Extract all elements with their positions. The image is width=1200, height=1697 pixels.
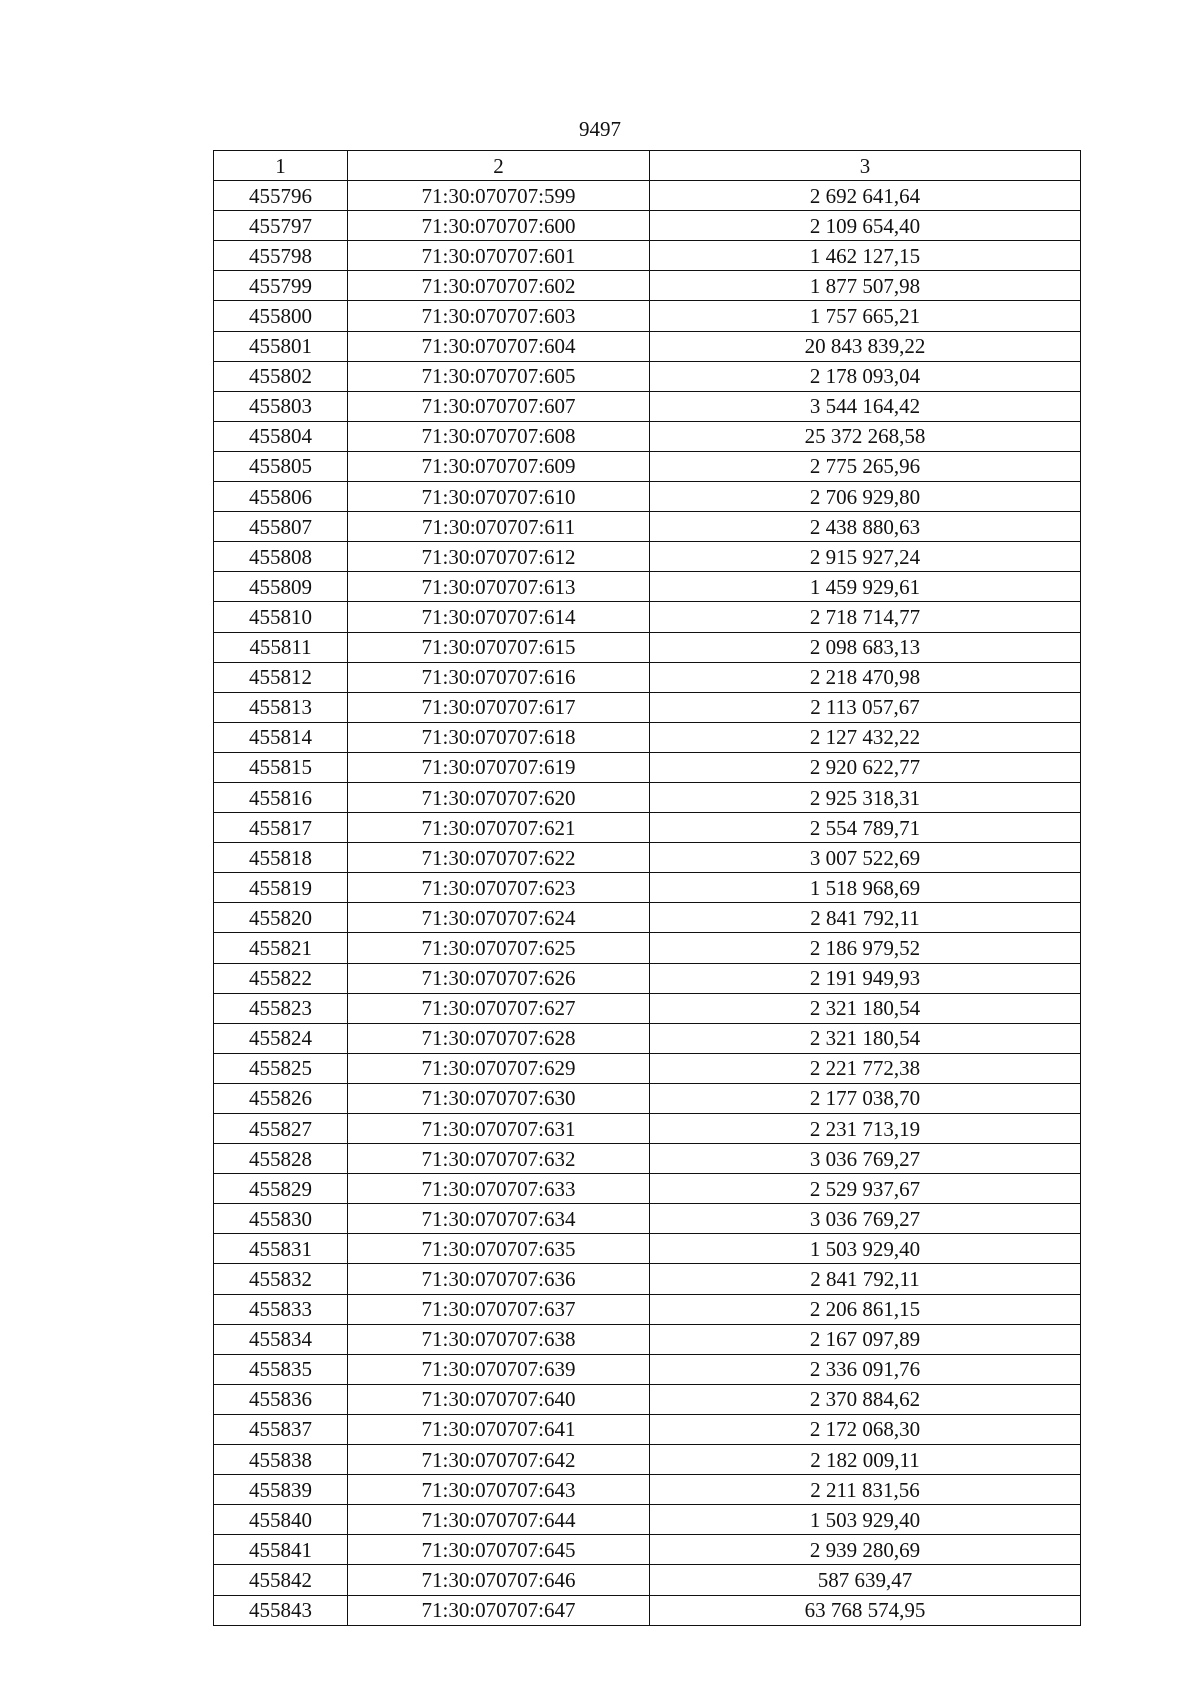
- value-cell: 2 218 470,98: [650, 662, 1081, 692]
- row-number-cell: 455841: [214, 1535, 348, 1565]
- value-cell: 2 775 265,96: [650, 451, 1081, 481]
- row-number-cell: 455840: [214, 1505, 348, 1535]
- table-row: [214, 1174, 1081, 1204]
- table-row: [214, 1023, 1081, 1053]
- table-row: [214, 1384, 1081, 1414]
- cadastral-number-cell: 71:30:070707:642: [348, 1445, 650, 1475]
- table-row: [214, 963, 1081, 993]
- value-cell: 1 459 929,61: [650, 572, 1081, 602]
- header-col-2: 2: [348, 151, 650, 181]
- cadastral-number-cell: 71:30:070707:633: [348, 1174, 650, 1204]
- cadastral-number-cell: 71:30:070707:623: [348, 873, 650, 903]
- cadastral-number-cell: 71:30:070707:639: [348, 1354, 650, 1384]
- row-number-cell: 455833: [214, 1294, 348, 1324]
- cadastral-number-cell: 71:30:070707:607: [348, 391, 650, 421]
- table-row: [214, 451, 1081, 481]
- table-row: [214, 211, 1081, 241]
- cadastral-number-cell: 71:30:070707:601: [348, 241, 650, 271]
- value-cell: 2 186 979,52: [650, 933, 1081, 963]
- cadastral-number-cell: 71:30:070707:609: [348, 451, 650, 481]
- row-number-cell: 455818: [214, 843, 348, 873]
- row-number-cell: 455820: [214, 903, 348, 933]
- cadastral-number-cell: 71:30:070707:638: [348, 1324, 650, 1354]
- cadastral-number-cell: 71:30:070707:632: [348, 1144, 650, 1174]
- value-cell: 2 231 713,19: [650, 1114, 1081, 1144]
- value-cell: 2 098 683,13: [650, 632, 1081, 662]
- table-row: [214, 632, 1081, 662]
- value-cell: 2 109 654,40: [650, 211, 1081, 241]
- cadastral-number-cell: 71:30:070707:640: [348, 1384, 650, 1414]
- table-row: [214, 602, 1081, 632]
- row-number-cell: 455813: [214, 692, 348, 722]
- table-row: [214, 873, 1081, 903]
- table-row: [214, 1595, 1081, 1625]
- row-number-cell: 455817: [214, 813, 348, 843]
- value-cell: 2 211 831,56: [650, 1475, 1081, 1505]
- value-cell: 2 206 861,15: [650, 1294, 1081, 1324]
- row-number-cell: 455824: [214, 1023, 348, 1053]
- row-number-cell: 455798: [214, 241, 348, 271]
- table-row: [214, 361, 1081, 391]
- cadastral-number-cell: 71:30:070707:643: [348, 1475, 650, 1505]
- table-row: [214, 1144, 1081, 1174]
- cadastral-number-cell: 71:30:070707:614: [348, 602, 650, 632]
- value-cell: 1 518 968,69: [650, 873, 1081, 903]
- row-number-cell: 455826: [214, 1083, 348, 1113]
- value-cell: 3 036 769,27: [650, 1204, 1081, 1234]
- cadastral-number-cell: 71:30:070707:644: [348, 1505, 650, 1535]
- row-number-cell: 455834: [214, 1324, 348, 1354]
- row-number-cell: 455815: [214, 752, 348, 782]
- table-row: [214, 662, 1081, 692]
- cadastral-number-cell: 71:30:070707:608: [348, 421, 650, 451]
- cadastral-number-cell: 71:30:070707:637: [348, 1294, 650, 1324]
- value-cell: 2 706 929,80: [650, 482, 1081, 512]
- value-cell: 2 554 789,71: [650, 813, 1081, 843]
- value-cell: 2 915 927,24: [650, 542, 1081, 572]
- table-row: [214, 1234, 1081, 1264]
- row-number-cell: 455797: [214, 211, 348, 241]
- value-cell: 63 768 574,95: [650, 1595, 1081, 1625]
- table-row: [214, 752, 1081, 782]
- cadastral-number-cell: 71:30:070707:603: [348, 301, 650, 331]
- value-cell: 2 841 792,11: [650, 903, 1081, 933]
- row-number-cell: 455800: [214, 301, 348, 331]
- table-row: [214, 1505, 1081, 1535]
- table-row: [214, 1324, 1081, 1354]
- value-cell: 1 462 127,15: [650, 241, 1081, 271]
- row-number-cell: 455814: [214, 722, 348, 752]
- cadastral-number-cell: 71:30:070707:611: [348, 512, 650, 542]
- table-row: [214, 241, 1081, 271]
- row-number-cell: 455808: [214, 542, 348, 572]
- table-row: [214, 722, 1081, 752]
- row-number-cell: 455811: [214, 632, 348, 662]
- table-row: [214, 331, 1081, 361]
- table-row: [214, 782, 1081, 812]
- table-row: [214, 1083, 1081, 1113]
- row-number-cell: 455805: [214, 451, 348, 481]
- row-number-cell: 455804: [214, 421, 348, 451]
- value-cell: 2 336 091,76: [650, 1354, 1081, 1384]
- value-cell: 2 939 280,69: [650, 1535, 1081, 1565]
- table-row: [214, 1414, 1081, 1444]
- value-cell: 2 841 792,11: [650, 1264, 1081, 1294]
- table-row: [214, 1354, 1081, 1384]
- row-number-cell: 455836: [214, 1384, 348, 1414]
- table-row: [214, 843, 1081, 873]
- cadastral-number-cell: 71:30:070707:610: [348, 482, 650, 512]
- value-cell: 2 167 097,89: [650, 1324, 1081, 1354]
- cadastral-number-cell: 71:30:070707:620: [348, 782, 650, 812]
- value-cell: 2 113 057,67: [650, 692, 1081, 722]
- value-cell: 2 177 038,70: [650, 1083, 1081, 1113]
- table-row: [214, 933, 1081, 963]
- row-number-cell: 455827: [214, 1114, 348, 1144]
- cadastral-number-cell: 71:30:070707:602: [348, 271, 650, 301]
- value-cell: 1 503 929,40: [650, 1234, 1081, 1264]
- row-number-cell: 455830: [214, 1204, 348, 1234]
- table-row: [214, 1053, 1081, 1083]
- value-cell: 2 529 937,67: [650, 1174, 1081, 1204]
- row-number-cell: 455835: [214, 1354, 348, 1384]
- cadastral-number-cell: 71:30:070707:628: [348, 1023, 650, 1053]
- row-number-cell: 455832: [214, 1264, 348, 1294]
- cadastral-number-cell: 71:30:070707:636: [348, 1264, 650, 1294]
- cadastral-number-cell: 71:30:070707:616: [348, 662, 650, 692]
- value-cell: 3 036 769,27: [650, 1144, 1081, 1174]
- value-cell: 2 692 641,64: [650, 181, 1081, 211]
- row-number-cell: 455799: [214, 271, 348, 301]
- table-row: [214, 512, 1081, 542]
- value-cell: 20 843 839,22: [650, 331, 1081, 361]
- value-cell: 2 718 714,77: [650, 602, 1081, 632]
- table-row: [214, 1475, 1081, 1505]
- row-number-cell: 455801: [214, 331, 348, 361]
- table-row: [214, 1445, 1081, 1475]
- value-cell: 2 221 772,38: [650, 1053, 1081, 1083]
- row-number-cell: 455825: [214, 1053, 348, 1083]
- cadastral-number-cell: 71:30:070707:615: [348, 632, 650, 662]
- cadastral-number-cell: 71:30:070707:600: [348, 211, 650, 241]
- row-number-cell: 455796: [214, 181, 348, 211]
- table-row: [214, 993, 1081, 1023]
- row-number-cell: 455828: [214, 1144, 348, 1174]
- row-number-cell: 455803: [214, 391, 348, 421]
- table-body: [214, 181, 1081, 1626]
- row-number-cell: 455809: [214, 572, 348, 602]
- value-cell: 2 182 009,11: [650, 1445, 1081, 1475]
- row-number-cell: 455839: [214, 1475, 348, 1505]
- cadastral-number-cell: 71:30:070707:634: [348, 1204, 650, 1234]
- cadastral-number-cell: 71:30:070707:646: [348, 1565, 650, 1595]
- cadastral-number-cell: 71:30:070707:626: [348, 963, 650, 993]
- cadastral-number-cell: 71:30:070707:629: [348, 1053, 650, 1083]
- table-row: [214, 482, 1081, 512]
- row-number-cell: 455842: [214, 1565, 348, 1595]
- value-cell: 2 438 880,63: [650, 512, 1081, 542]
- table-row: [214, 1565, 1081, 1595]
- value-cell: 1 757 665,21: [650, 301, 1081, 331]
- row-number-cell: 455802: [214, 361, 348, 391]
- row-number-cell: 455843: [214, 1595, 348, 1625]
- cadastral-number-cell: 71:30:070707:605: [348, 361, 650, 391]
- row-number-cell: 455807: [214, 512, 348, 542]
- table-row: [214, 301, 1081, 331]
- cadastral-number-cell: 71:30:070707:641: [348, 1414, 650, 1444]
- cadastral-number-cell: 71:30:070707:617: [348, 692, 650, 722]
- value-cell: 2 920 622,77: [650, 752, 1081, 782]
- value-cell: 1 503 929,40: [650, 1505, 1081, 1535]
- value-cell: 2 925 318,31: [650, 782, 1081, 812]
- value-cell: 3 007 522,69: [650, 843, 1081, 873]
- cadastral-number-cell: 71:30:070707:647: [348, 1595, 650, 1625]
- cadastral-number-cell: 71:30:070707:624: [348, 903, 650, 933]
- value-cell: 2 370 884,62: [650, 1384, 1081, 1414]
- cadastral-number-cell: 71:30:070707:613: [348, 572, 650, 602]
- registry-table: [213, 150, 1081, 1626]
- table-row: [214, 1114, 1081, 1144]
- row-number-cell: 455821: [214, 933, 348, 963]
- cadastral-number-cell: 71:30:070707:621: [348, 813, 650, 843]
- value-cell: 2 321 180,54: [650, 993, 1081, 1023]
- table-row: [214, 391, 1081, 421]
- table-row: [214, 813, 1081, 843]
- table-row: [214, 421, 1081, 451]
- cadastral-number-cell: 71:30:070707:604: [348, 331, 650, 361]
- value-cell: 2 191 949,93: [650, 963, 1081, 993]
- value-cell: 25 372 268,58: [650, 421, 1081, 451]
- cadastral-number-cell: 71:30:070707:645: [348, 1535, 650, 1565]
- value-cell: 587 639,47: [650, 1565, 1081, 1595]
- value-cell: 1 877 507,98: [650, 271, 1081, 301]
- cadastral-number-cell: 71:30:070707:631: [348, 1114, 650, 1144]
- cadastral-number-cell: 71:30:070707:622: [348, 843, 650, 873]
- cadastral-number-cell: 71:30:070707:619: [348, 752, 650, 782]
- table-row: [214, 572, 1081, 602]
- row-number-cell: 455806: [214, 482, 348, 512]
- table-row: [214, 542, 1081, 572]
- cadastral-number-cell: 71:30:070707:612: [348, 542, 650, 572]
- header-col-1: 1: [214, 151, 348, 181]
- value-cell: 2 321 180,54: [650, 1023, 1081, 1053]
- table-row: [214, 1264, 1081, 1294]
- value-cell: 2 178 093,04: [650, 361, 1081, 391]
- table-row: [214, 692, 1081, 722]
- header-col-3: 3: [650, 151, 1081, 181]
- cadastral-number-cell: 71:30:070707:630: [348, 1083, 650, 1113]
- cadastral-number-cell: 71:30:070707:618: [348, 722, 650, 752]
- cadastral-number-cell: 71:30:070707:625: [348, 933, 650, 963]
- row-number-cell: 455812: [214, 662, 348, 692]
- table-header: [214, 151, 1081, 181]
- row-number-cell: 455816: [214, 782, 348, 812]
- table-row: [214, 181, 1081, 211]
- value-cell: 2 172 068,30: [650, 1414, 1081, 1444]
- cadastral-number-cell: 71:30:070707:627: [348, 993, 650, 1023]
- row-number-cell: 455837: [214, 1414, 348, 1444]
- table-row: [214, 1535, 1081, 1565]
- row-number-cell: 455819: [214, 873, 348, 903]
- row-number-cell: 455831: [214, 1234, 348, 1264]
- value-cell: 3 544 164,42: [650, 391, 1081, 421]
- table-row: [214, 1204, 1081, 1234]
- row-number-cell: 455822: [214, 963, 348, 993]
- row-number-cell: 455823: [214, 993, 348, 1023]
- row-number-cell: 455810: [214, 602, 348, 632]
- table-row: [214, 271, 1081, 301]
- table-row: [214, 903, 1081, 933]
- table-row: [214, 1294, 1081, 1324]
- header-row: [214, 151, 1081, 181]
- row-number-cell: 455838: [214, 1445, 348, 1475]
- value-cell: 2 127 432,22: [650, 722, 1081, 752]
- cadastral-number-cell: 71:30:070707:599: [348, 181, 650, 211]
- cadastral-number-cell: 71:30:070707:635: [348, 1234, 650, 1264]
- page-number: 9497: [579, 117, 621, 141]
- row-number-cell: 455829: [214, 1174, 348, 1204]
